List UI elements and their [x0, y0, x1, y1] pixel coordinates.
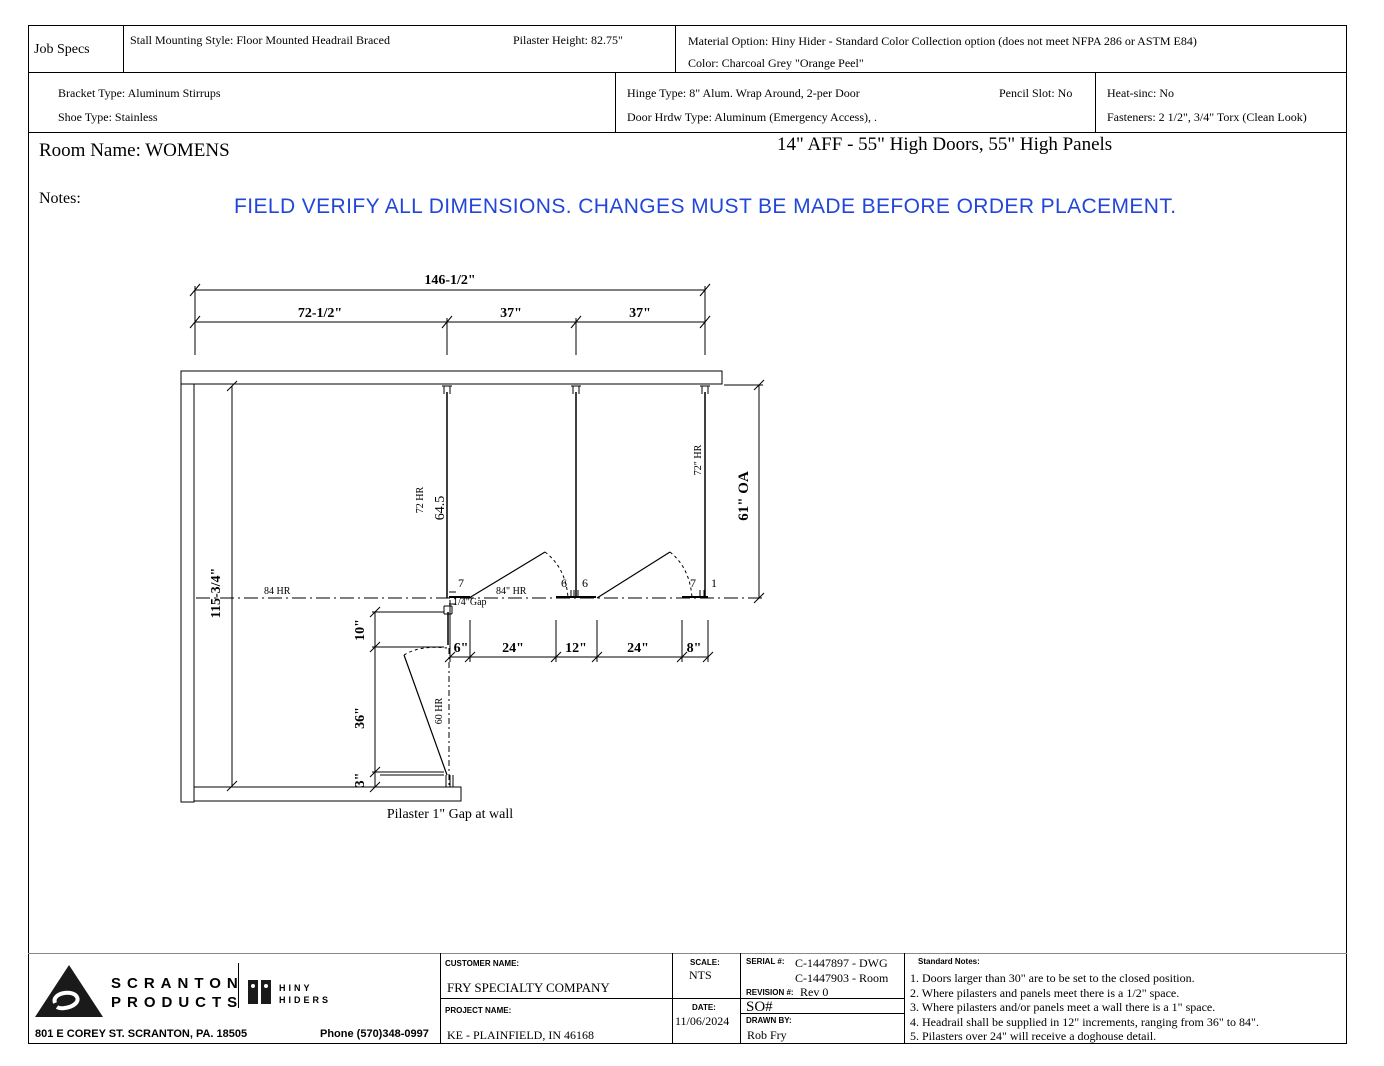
- vestibule-door-swing: [404, 647, 447, 655]
- headrail-60: 60 HR: [434, 697, 445, 725]
- pilaster-shoe: [446, 775, 453, 787]
- color-spec: Color: Charcoal Grey "Orange Peel": [688, 56, 864, 70]
- dim-left-3: 3": [353, 772, 368, 788]
- sub-brand: HIDERS: [279, 995, 332, 1005]
- hinge-type: Hinge Type: 8" Alum. Wrap Around, 2-per Door: [627, 86, 860, 100]
- headrail-72: 72 HR: [415, 486, 426, 514]
- serial-dwg: C-1447897 - DWG: [795, 956, 888, 970]
- standard-note: 5. Pilasters over 24" will receive a doghouse detail.: [910, 1029, 1157, 1043]
- serial-label: SERIAL #:: [746, 957, 785, 966]
- hardware-num: 7: [458, 576, 464, 590]
- pilaster-height: Pilaster Height: 82.75": [513, 33, 623, 47]
- scale-label: SCALE:: [690, 958, 720, 967]
- customer-value: FRY SPECIALTY COMPANY: [447, 980, 610, 995]
- date-label: DATE:: [692, 1003, 716, 1012]
- door-2: [597, 552, 670, 598]
- pilaster-gap-note: Pilaster 1" Gap at wall: [386, 807, 514, 822]
- brand-name: PRODUCTS: [111, 994, 244, 1011]
- field-verify-warning: FIELD VERIFY ALL DIMENSIONS. CHANGES MUST BE MADE BEFORE ORDER PLACEMENT.: [234, 195, 1177, 218]
- drawn-by-value: Rob Fry: [747, 1028, 787, 1042]
- standard-notes: [910, 971, 1259, 1044]
- left-wall: [181, 384, 194, 802]
- dim-overall: 146-1/2": [424, 273, 476, 288]
- bottom-wall: [194, 787, 461, 801]
- door-2-swing: [670, 552, 692, 598]
- door-hardware: Door Hrdw Type: Aluminum (Emergency Access), .: [627, 110, 878, 124]
- headrail-84-mid: 84" HR: [496, 586, 527, 597]
- project-label: PROJECT NAME:: [445, 1006, 512, 1015]
- scale-value: NTS: [689, 968, 712, 982]
- bracket-type: Bracket Type: Aluminum Stirrups: [58, 86, 221, 100]
- shoe-type: Shoe Type: Stainless: [58, 110, 158, 124]
- so-number-label: SO#: [746, 999, 773, 1015]
- notes-label: Notes:: [39, 190, 81, 207]
- dim-front-8: 8": [686, 641, 702, 656]
- standard-note: 3. Where pilasters and/or panels meet a wall there is a 1" space.: [910, 1000, 1216, 1014]
- sub-brand: HINY: [279, 983, 313, 993]
- hardware-num: 7: [690, 576, 696, 590]
- room-name: Room Name: WOMENS: [39, 140, 230, 161]
- brand-name: SCRANTON: [111, 975, 244, 992]
- hardware-num: 6: [561, 576, 567, 590]
- logo-divider: [238, 963, 239, 1008]
- standard-note: 4. Headrail shall be supplied in 12" increments, ranging from 36" to 84".: [910, 1014, 1259, 1029]
- heat-sinc: Heat-sinc: No: [1107, 86, 1174, 100]
- title-divider: [904, 953, 905, 1044]
- scranton-logo-icon: [33, 963, 105, 1019]
- mounting-style: Stall Mounting Style: Floor Mounted Headrail Braced: [130, 33, 390, 47]
- back-wall: [181, 371, 722, 384]
- dim-front-6: 6": [453, 641, 469, 656]
- hiny-hiders-icon: [246, 978, 274, 1006]
- standard-notes-label: Standard Notes:: [918, 957, 980, 966]
- door-1-swing: [545, 552, 568, 598]
- hardware-num: 6: [582, 576, 588, 590]
- material-option: Material Option: Hiny Hider - Standard Color Collection option (does not meet NFPA 286 or ASTM E84): [688, 34, 1197, 48]
- pencil-slot: Pencil Slot: No: [999, 86, 1073, 100]
- customer-label: CUSTOMER NAME:: [445, 959, 520, 968]
- dim-seg-3: 37": [629, 306, 651, 321]
- company-phone: Phone (570)348-0997: [320, 1028, 429, 1040]
- job-specs-label: Job Specs: [34, 42, 90, 57]
- gap-quarter: 1/4"Gap: [453, 597, 487, 608]
- project-value: KE - PLAINFIELD, IN 46168: [447, 1028, 594, 1042]
- dim-left-36: 36": [353, 707, 368, 729]
- title-divider: [440, 998, 740, 999]
- standard-note: 1. Doors larger than 30" are to be set to the closed position.: [910, 971, 1195, 985]
- dim-seg-1: 72-1/2": [297, 306, 343, 321]
- hardware-num: 1: [711, 576, 717, 590]
- fasteners: Fasteners: 2 1/2", 3/4" Torx (Clean Look): [1107, 110, 1307, 124]
- title-block-top: [28, 953, 1347, 954]
- drawn-by-label: DRAWN BY:: [746, 1016, 792, 1025]
- revision-label: REVISION #:: [746, 988, 794, 997]
- serial-room: C-1447903 - Room: [795, 971, 889, 985]
- dim-64-5: 64.5: [433, 495, 448, 521]
- door-height-spec: 14" AFF - 55" High Doors, 55" High Panels: [777, 134, 1113, 155]
- dim-oa: 61" OA: [736, 471, 752, 521]
- revision-value: Rev 0: [800, 985, 829, 999]
- dim-left-10: 10": [353, 619, 368, 641]
- dim-front-24b: 24": [627, 641, 649, 656]
- dim-height: 115-3/4": [209, 567, 224, 619]
- dim-front-24a: 24": [502, 641, 524, 656]
- dim-front-12: 12": [565, 641, 587, 656]
- headrail-84-left: 84 HR: [264, 586, 291, 597]
- date-value: 11/06/2024: [675, 1014, 730, 1028]
- dim-seg-2: 37": [500, 306, 522, 321]
- headrail-72-right: 72" HR: [693, 444, 704, 476]
- standard-note: 2. Where pilasters and panels meet there is a 1/2" space.: [910, 985, 1180, 1000]
- company-address: 801 E COREY ST. SCRANTON, PA. 18505: [35, 1028, 248, 1040]
